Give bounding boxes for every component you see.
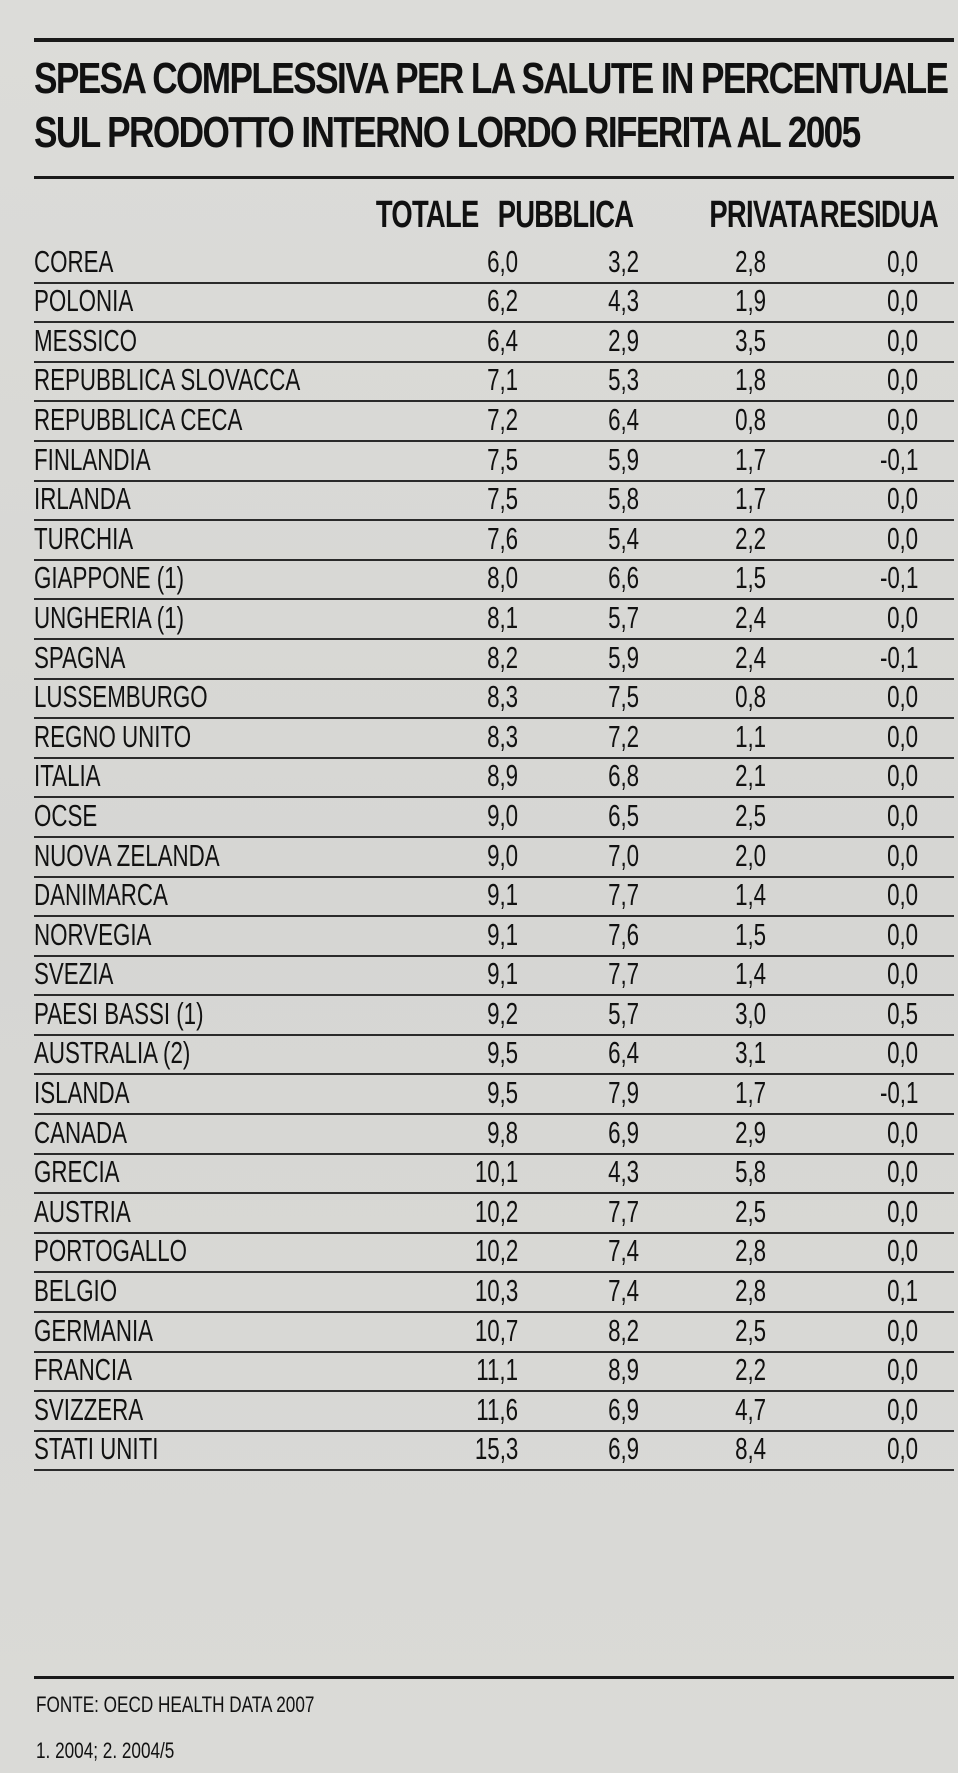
header-totale: TOTALE	[375, 194, 478, 236]
pubblica-cell: 6,4	[607, 401, 639, 437]
privata-cell: 2,2	[734, 1352, 766, 1388]
table-row	[34, 521, 954, 561]
country-cell: UNGHERIA (1)	[34, 599, 185, 635]
country-cell: REGNO UNITO	[34, 718, 192, 754]
privata-cell: 2,5	[734, 1312, 766, 1348]
totale-cell: 9,8	[486, 1114, 518, 1150]
residua-cell: 0,0	[886, 243, 918, 279]
table-row	[34, 719, 954, 759]
residua-cell: 0,0	[886, 797, 918, 833]
table-row	[34, 917, 954, 957]
table-row	[34, 640, 954, 680]
totale-cell: 10,7	[474, 1312, 518, 1348]
pubblica-cell: 7,7	[607, 956, 639, 992]
residua-cell: 0,0	[886, 599, 918, 635]
title-rule	[34, 176, 954, 179]
totale-cell: 8,3	[486, 718, 518, 754]
table-row	[34, 244, 954, 284]
totale-cell: 10,2	[474, 1233, 518, 1269]
table-row	[34, 838, 954, 878]
privata-cell: 2,5	[734, 797, 766, 833]
residua-cell: 0,0	[886, 1352, 918, 1388]
totale-cell: 7,5	[486, 481, 518, 517]
country-cell: SVEZIA	[34, 956, 114, 992]
privata-cell: 2,0	[734, 837, 766, 873]
country-cell: FINLANDIA	[34, 441, 151, 477]
privata-cell: 1,5	[734, 916, 766, 952]
table-row	[34, 1155, 954, 1195]
totale-cell: 9,1	[486, 916, 518, 952]
table-row	[34, 561, 954, 601]
totale-cell: 6,0	[486, 243, 518, 279]
pubblica-cell: 6,8	[607, 758, 639, 794]
privata-cell: 2,8	[734, 1273, 766, 1309]
table-row	[34, 323, 954, 363]
residua-cell: 0,0	[886, 1154, 918, 1190]
top-rule	[34, 38, 954, 42]
privata-cell: 1,7	[734, 441, 766, 477]
table-row	[34, 1194, 954, 1234]
pubblica-cell: 7,2	[607, 718, 639, 754]
header-residua: RESIDUA	[819, 194, 938, 236]
pubblica-cell: 4,3	[607, 1154, 639, 1190]
table-row	[34, 284, 954, 324]
table-row	[34, 798, 954, 838]
country-cell: GRECIA	[34, 1154, 120, 1190]
country-cell: ITALIA	[34, 758, 101, 794]
table-row	[34, 1313, 954, 1353]
country-cell: BELGIO	[34, 1273, 118, 1309]
totale-cell: 10,1	[474, 1154, 518, 1190]
country-cell: STATI UNITI	[34, 1431, 159, 1467]
residua-cell: 0,0	[886, 322, 918, 358]
privata-cell: 1,4	[734, 877, 766, 913]
residua-cell: 0,0	[886, 1312, 918, 1348]
pubblica-cell: 7,4	[607, 1233, 639, 1269]
privata-cell: 0,8	[734, 401, 766, 437]
country-cell: REPUBBLICA SLOVACCA	[34, 362, 301, 398]
pubblica-cell: 7,7	[607, 1193, 639, 1229]
data-table	[34, 244, 954, 1471]
totale-cell: 9,5	[486, 1075, 518, 1111]
table-row	[34, 402, 954, 442]
table-row	[34, 1392, 954, 1432]
totale-cell: 7,1	[486, 362, 518, 398]
privata-cell: 2,4	[734, 639, 766, 675]
pubblica-cell: 6,9	[607, 1114, 639, 1150]
country-cell: ISLANDA	[34, 1075, 130, 1111]
privata-cell: 2,8	[734, 243, 766, 279]
pubblica-cell: 5,8	[607, 481, 639, 517]
residua-cell: 0,0	[886, 362, 918, 398]
privata-cell: 1,9	[734, 283, 766, 319]
totale-cell: 8,1	[486, 599, 518, 635]
residua-cell: 0,0	[886, 679, 918, 715]
pubblica-cell: 5,9	[607, 639, 639, 675]
country-cell: GERMANIA	[34, 1312, 154, 1348]
table-row	[34, 1353, 954, 1393]
residua-cell: 0,0	[886, 837, 918, 873]
pubblica-cell: 5,7	[607, 995, 639, 1031]
pubblica-cell: 5,3	[607, 362, 639, 398]
totale-cell: 15,3	[474, 1431, 518, 1467]
totale-cell: 9,2	[486, 995, 518, 1031]
privata-cell: 1,7	[734, 1075, 766, 1111]
totale-cell: 11,1	[476, 1352, 518, 1388]
pubblica-cell: 7,5	[607, 679, 639, 715]
pubblica-cell: 2,9	[607, 322, 639, 358]
table-row	[34, 1036, 954, 1076]
residua-cell: 0,0	[886, 481, 918, 517]
country-cell: FRANCIA	[34, 1352, 132, 1388]
country-cell: COREA	[34, 243, 114, 279]
privata-cell: 0,8	[734, 679, 766, 715]
table-row	[34, 878, 954, 918]
totale-cell: 9,5	[486, 1035, 518, 1071]
table-row	[34, 1115, 954, 1155]
header-privata: PRIVATA	[709, 194, 818, 236]
pubblica-cell: 7,9	[607, 1075, 639, 1111]
residua-cell: 0,0	[886, 758, 918, 794]
pubblica-cell: 5,4	[607, 520, 639, 556]
country-cell: LUSSEMBURGO	[34, 679, 208, 715]
pubblica-cell: 6,9	[607, 1391, 639, 1427]
totale-cell: 7,5	[486, 441, 518, 477]
privata-cell: 2,2	[734, 520, 766, 556]
table-row	[34, 363, 954, 403]
footnotes: 1. 2004; 2. 2004/5	[36, 1738, 175, 1763]
privata-cell: 3,5	[734, 322, 766, 358]
country-cell: AUSTRIA	[34, 1193, 131, 1229]
country-cell: OCSE	[34, 797, 98, 833]
pubblica-cell: 8,9	[607, 1352, 639, 1388]
country-cell: NORVEGIA	[34, 916, 152, 952]
pubblica-cell: 3,2	[607, 243, 639, 279]
country-cell: REPUBBLICA CECA	[34, 401, 243, 437]
table-row	[34, 957, 954, 997]
residua-cell: 0,5	[886, 995, 918, 1031]
table-title-line1: SPESA COMPLESSIVA PER LA SALUTE IN PERCENTUALE	[34, 54, 948, 103]
privata-cell: 1,8	[734, 362, 766, 398]
country-cell: IRLANDA	[34, 481, 131, 517]
residua-cell: 0,0	[886, 1431, 918, 1467]
residua-cell: 0,0	[886, 283, 918, 319]
privata-cell: 2,8	[734, 1233, 766, 1269]
privata-cell: 3,1	[734, 1035, 766, 1071]
totale-cell: 9,1	[486, 956, 518, 992]
privata-cell: 2,4	[734, 599, 766, 635]
totale-cell: 6,4	[486, 322, 518, 358]
residua-cell: 0,0	[886, 1035, 918, 1071]
privata-cell: 1,5	[734, 560, 766, 596]
pubblica-cell: 6,4	[607, 1035, 639, 1071]
privata-cell: 2,5	[734, 1193, 766, 1229]
pubblica-cell: 8,2	[607, 1312, 639, 1348]
pubblica-cell: 7,7	[607, 877, 639, 913]
totale-cell: 11,6	[476, 1391, 518, 1427]
residua-cell: -0,1	[879, 1075, 918, 1111]
residua-cell: 0,0	[886, 916, 918, 952]
pubblica-cell: 6,5	[607, 797, 639, 833]
totale-cell: 8,0	[486, 560, 518, 596]
table-row	[34, 1432, 954, 1472]
privata-cell: 1,7	[734, 481, 766, 517]
pubblica-cell: 5,9	[607, 441, 639, 477]
country-cell: DANIMARCA	[34, 877, 168, 913]
country-cell: MESSICO	[34, 322, 137, 358]
header-pubblica: PUBBLICA	[497, 194, 633, 236]
privata-cell: 4,7	[734, 1391, 766, 1427]
table-row	[34, 600, 954, 640]
totale-cell: 7,2	[486, 401, 518, 437]
country-cell: CANADA	[34, 1114, 128, 1150]
totale-cell: 9,0	[486, 797, 518, 833]
totale-cell: 9,0	[486, 837, 518, 873]
totale-cell: 8,3	[486, 679, 518, 715]
country-cell: AUSTRALIA (2)	[34, 1035, 191, 1071]
table-row	[34, 996, 954, 1036]
pubblica-cell: 6,9	[607, 1431, 639, 1467]
residua-cell: -0,1	[879, 639, 918, 675]
residua-cell: 0,0	[886, 877, 918, 913]
table-row	[34, 1273, 954, 1313]
residua-cell: 0,1	[886, 1273, 918, 1309]
residua-cell: 0,0	[886, 1391, 918, 1427]
residua-cell: 0,0	[886, 1233, 918, 1269]
privata-cell: 1,1	[734, 718, 766, 754]
residua-cell: 0,0	[886, 1193, 918, 1229]
residua-cell: -0,1	[879, 560, 918, 596]
source-note: FONTE: OECD HEALTH DATA 2007	[36, 1692, 315, 1717]
table-row	[34, 1075, 954, 1115]
table-row	[34, 1234, 954, 1274]
totale-cell: 8,2	[486, 639, 518, 675]
country-cell: POLONIA	[34, 283, 134, 319]
residua-cell: -0,1	[879, 441, 918, 477]
pubblica-cell: 7,6	[607, 916, 639, 952]
pubblica-cell: 5,7	[607, 599, 639, 635]
pubblica-cell: 7,4	[607, 1273, 639, 1309]
country-cell: PAESI BASSI (1)	[34, 995, 204, 1031]
table-title-line2: SUL PRODOTTO INTERNO LORDO RIFERITA AL 2005	[34, 108, 860, 157]
totale-cell: 7,6	[486, 520, 518, 556]
country-cell: PORTOGALLO	[34, 1233, 187, 1269]
pubblica-cell: 7,0	[607, 837, 639, 873]
country-cell: TURCHIA	[34, 520, 134, 556]
pubblica-cell: 4,3	[607, 283, 639, 319]
residua-cell: 0,0	[886, 718, 918, 754]
bottom-rule	[34, 1676, 954, 1679]
totale-cell: 10,3	[474, 1273, 518, 1309]
totale-cell: 6,2	[486, 283, 518, 319]
residua-cell: 0,0	[886, 401, 918, 437]
country-cell: SVIZZERA	[34, 1391, 144, 1427]
table-row	[34, 759, 954, 799]
country-cell: SPAGNA	[34, 639, 126, 675]
totale-cell: 9,1	[486, 877, 518, 913]
privata-cell: 1,4	[734, 956, 766, 992]
table-row	[34, 680, 954, 720]
residua-cell: 0,0	[886, 520, 918, 556]
table-row	[34, 442, 954, 482]
residua-cell: 0,0	[886, 1114, 918, 1150]
country-cell: NUOVA ZELANDA	[34, 837, 220, 873]
privata-cell: 2,9	[734, 1114, 766, 1150]
totale-cell: 10,2	[474, 1193, 518, 1229]
privata-cell: 8,4	[734, 1431, 766, 1467]
residua-cell: 0,0	[886, 956, 918, 992]
privata-cell: 2,1	[734, 758, 766, 794]
table-row	[34, 482, 954, 522]
totale-cell: 8,9	[486, 758, 518, 794]
privata-cell: 3,0	[734, 995, 766, 1031]
privata-cell: 5,8	[734, 1154, 766, 1190]
country-cell: GIAPPONE (1)	[34, 560, 185, 596]
pubblica-cell: 6,6	[607, 560, 639, 596]
